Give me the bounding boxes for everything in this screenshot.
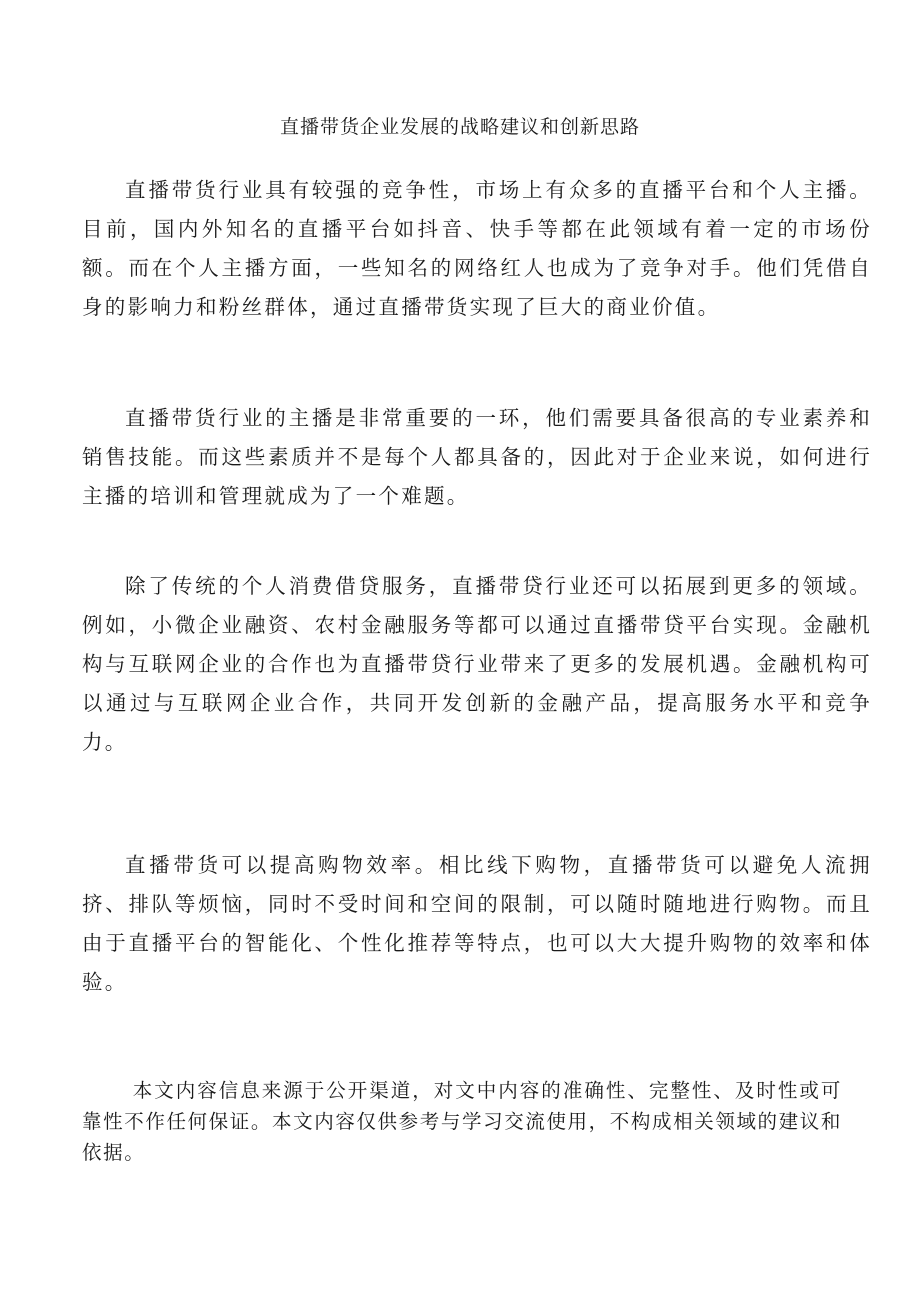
paragraph-streamer-training: 直播带货行业的主播是非常重要的一环，他们需要具备很高的专业素养和销售技能。而这些素质并不是每个人都具备的，因此对于企业来说，如何进行主播的培训和管理就成为了一个难题。 (82, 406, 872, 508)
paragraph-competition: 直播带货行业具有较强的竞争性，市场上有众多的直播平台和个人主播。目前，国内外知名的直播平台如抖音、快手等都在此领域有着一定的市场份额。而在个人主播方面，一些知名的网络红人也成为了竞争对手。他们凭借自身的影响力和粉丝群体，通过直播带货实现了巨大的商业价值。 (82, 178, 872, 319)
paragraph-finance-expansion: 除了传统的个人消费借贷服务，直播带贷行业还可以拓展到更多的领域。例如，小微企业融资、农村金融服务等都可以通过直播带贷平台实现。金融机构与互联网企业的合作也为直播带贷行业带来了更多的发展机遇。金融机构可以通过与互联网企业合作，共同开发创新的金融产品，提高服务水平和竞争力。 (82, 574, 872, 754)
disclaimer-text: 本文内容信息来源于公开渠道，对文中内容的准确性、完整性、及时性或可靠性不作任何保证。本文内容仅供参考与学习交流使用，不构成相关领域的建议和依据。 (82, 1079, 842, 1164)
paragraph-shopping-efficiency: 直播带货可以提高购物效率。相比线下购物，直播带货可以避免人流拥挤、排队等烦恼，同时不受时间和空间的限制，可以随时随地进行购物。而且由于直播平台的智能化、个性化推荐等特点，也可以大大提升购物的效率和体验。 (82, 853, 872, 994)
document-title: 直播带货企业发展的战略建议和创新思路 (279, 116, 640, 138)
